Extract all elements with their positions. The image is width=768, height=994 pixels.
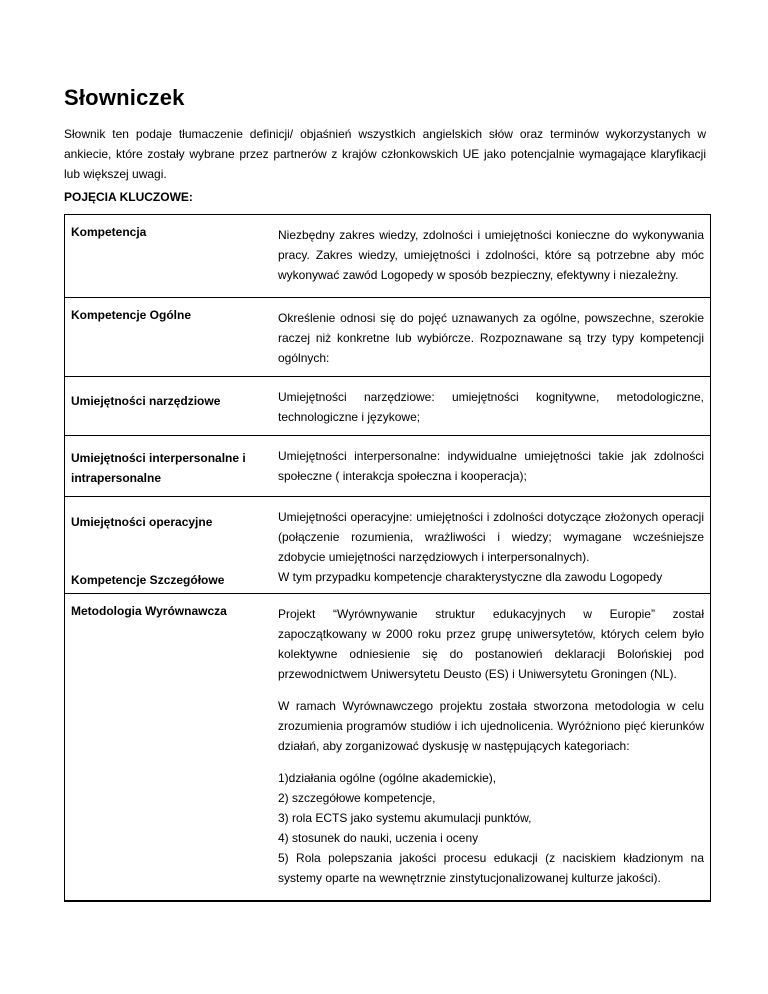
definition-cell	[266, 594, 711, 902]
list-item: 2) szczegółowe kompetencje,	[278, 791, 436, 805]
definition-text: Umiejętności narzędziowe: umiejętności kognitywne, metodologiczne, technologiczne i językowe;	[278, 390, 704, 424]
definition-cell	[266, 377, 711, 436]
definition-text: Umiejętności interpersonalne: indywidualne umiejętności takie jak zdolności społeczne ( interakcja społeczna i kooperacja);	[278, 449, 704, 483]
term-cell	[65, 215, 267, 298]
definition-paragraph: W ramach Wyrównawczego projektu została stworzona metodologia w celu zrozumienia programów studiów i ich ujednolicenia. Wyróżniono pięć kierunków działań, aby zorganizować dyskusję w następujących kategoriach:	[278, 699, 704, 753]
list-item: 3) rola ECTS jako systemu akumulacji punktów,	[278, 811, 532, 825]
definition-text: W tym przypadku kompetencje charakterystyczne dla zawodu Logopedy	[278, 570, 663, 584]
term-cell	[65, 567, 267, 594]
table-row	[65, 215, 711, 298]
list-item: 5) Rola polepszania jakości procesu edukacji (z naciskiem kładzionym na systemy oparte na wewnętrznie zinstytucjonalizowanej kulturze jakości).	[278, 851, 704, 885]
definition-text: Niezbędny zakres wiedzy, zdolności i umiejętności konieczne do wykonywania pracy. Zakres wiedzy, umiejętności i zdolności, które są potrzebne aby móc wykonywać zawód Logopedy w sposób bezpieczny, efektywny i niezależny.	[278, 228, 704, 282]
term-label: Umiejętności interpersonalne i intrapersonalne	[71, 451, 246, 485]
glossary-table	[64, 214, 711, 902]
table-row	[65, 567, 711, 594]
term-label: Kompetencje Szczegółowe	[71, 573, 225, 587]
category-list	[278, 768, 704, 888]
list-item: 1)działania ogólne (ogólne akademickie),	[278, 771, 497, 785]
term-cell	[65, 594, 267, 902]
definition-cell	[266, 497, 711, 568]
term-label: Metodologia Wyrównawcza	[71, 604, 227, 618]
intro-paragraph: Słownik ten podaje tłumaczenie definicji/ objaśnień wszystkich angielskich słów oraz terminów wykorzystanych w ankiecie, które zostały wybrane przez partnerów z krajów członkowskich UE jako potencjalnie wymagające klaryfikacji lub większej uwagi.	[64, 127, 706, 181]
term-label: Kompetencja	[71, 225, 147, 239]
term-cell	[65, 497, 267, 568]
definition-cell	[266, 436, 711, 497]
term-label: Umiejętności narzędziowe	[71, 394, 221, 408]
definition-cell	[266, 215, 711, 298]
table-row	[65, 436, 711, 497]
table-row	[65, 594, 711, 902]
term-cell	[65, 377, 267, 436]
definition-text: Określenie odnosi się do pojęć uznawanych za ogólne, powszechne, szerokie raczej niż konkretne lub wybiórcze. Rozpoznawane są trzy typy kompetencji ogólnych:	[278, 311, 704, 365]
page-title: Słowniczek	[64, 85, 185, 110]
term-cell	[65, 298, 267, 377]
definition-cell	[266, 567, 711, 594]
table-row	[65, 298, 711, 377]
list-item: 4) stosunek do nauki, uczenia i oceny	[278, 831, 479, 845]
term-label: Umiejętności operacyjne	[71, 515, 213, 529]
term-label: Kompetencje Ogólne	[71, 308, 192, 322]
term-cell	[65, 436, 267, 497]
definition-cell	[266, 298, 711, 377]
section-heading: POJĘCIA KLUCZOWE:	[64, 190, 193, 204]
table-row	[65, 377, 711, 436]
definition-text: Umiejętności operacyjne: umiejętności i zdolności dotyczące złożonych operacji (połączenie rozumienia, wrażliwości i wiedzy; wymagane wcześniejsze zdobycie umiejętności narzędziowych i interpersonalnych).	[278, 510, 704, 564]
definition-paragraph: Projekt “Wyrównywanie struktur edukacyjnych w Europie” został zapoczątkowany w 2000 roku przez grupę uniwersytetów, których celem było kolektywne odniesienie się do postanowień deklaracji Bolońskiej pod przewodnictwem Uniwersytetu Deusto (ES) i Uniwersytetu Groningen (NL).	[278, 607, 704, 681]
table-row	[65, 497, 711, 568]
